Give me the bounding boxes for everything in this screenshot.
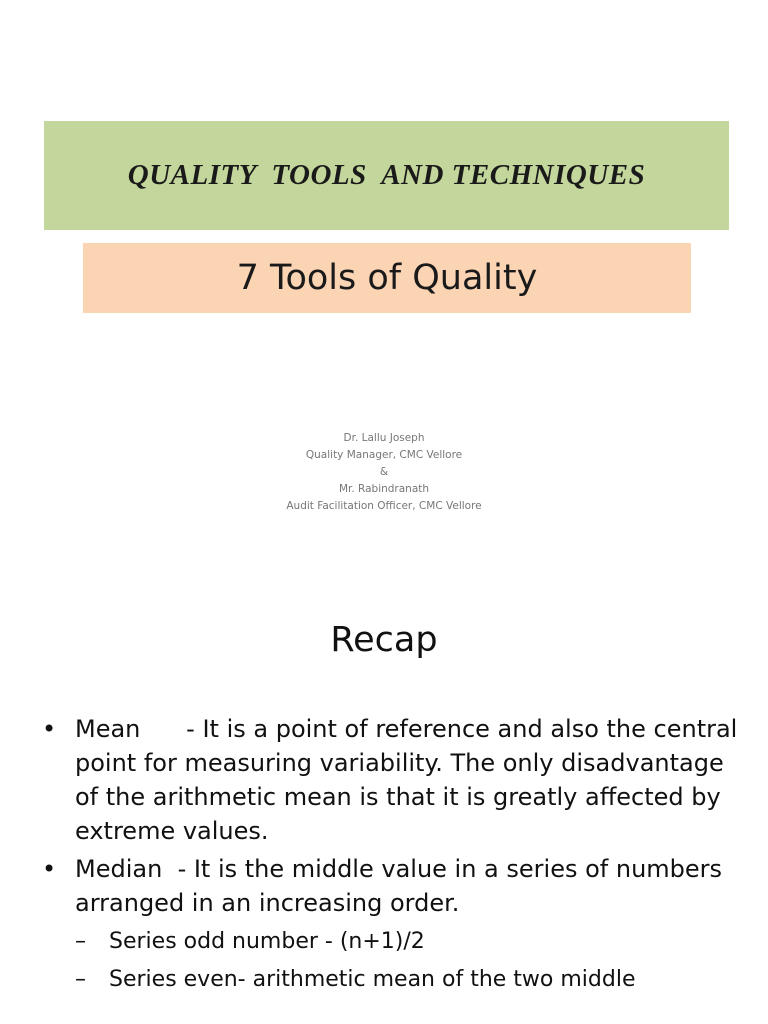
sub-bullet-text: Series even- arithmetic mean of the two middle bbox=[109, 967, 636, 992]
author-credits bbox=[0, 430, 768, 515]
bullet-term: Median bbox=[75, 855, 178, 883]
slide-title: QUALITY TOOLS AND TECHNIQUES bbox=[127, 159, 646, 191]
bullet-dot-icon: • bbox=[42, 855, 57, 883]
sub-bullet-list bbox=[75, 926, 740, 996]
bullet-item-mean bbox=[40, 712, 740, 848]
dash-icon: – bbox=[75, 929, 86, 954]
credit-line: Dr. Lallu Joseph bbox=[343, 432, 425, 444]
bullet-text: - It is a point of reference and also the central point for measuring variability. The only disadvantage of the arithmetic mean is that it is greatly affected by extreme values. bbox=[75, 715, 738, 845]
credit-line: Quality Manager, CMC Vellore bbox=[305, 449, 463, 461]
credit-line: Audit Facilitation Officer, CMC Vellore bbox=[286, 500, 482, 512]
recap-heading: Recap bbox=[330, 620, 438, 660]
title-banner bbox=[44, 121, 729, 230]
bullet-item-median bbox=[40, 852, 740, 996]
bullet-dot-icon: • bbox=[42, 715, 57, 743]
bullet-term: Mean bbox=[75, 715, 187, 743]
slide-subtitle: 7 Tools of Quality bbox=[236, 258, 538, 298]
sub-bullet-text: Series odd number - (n+1)/2 bbox=[109, 929, 425, 954]
subtitle-banner bbox=[83, 243, 691, 313]
bullet-text: - It is the middle value in a series of numbers arranged in an increasing order. bbox=[75, 855, 723, 917]
credit-line: & bbox=[379, 466, 389, 478]
credit-line: Mr. Rabindranath bbox=[338, 483, 430, 495]
recap-slide bbox=[0, 600, 768, 1024]
dash-icon: – bbox=[75, 967, 86, 992]
sub-bullet-item bbox=[75, 964, 740, 996]
bullet-list bbox=[40, 712, 740, 1002]
sub-bullet-item bbox=[75, 926, 740, 958]
